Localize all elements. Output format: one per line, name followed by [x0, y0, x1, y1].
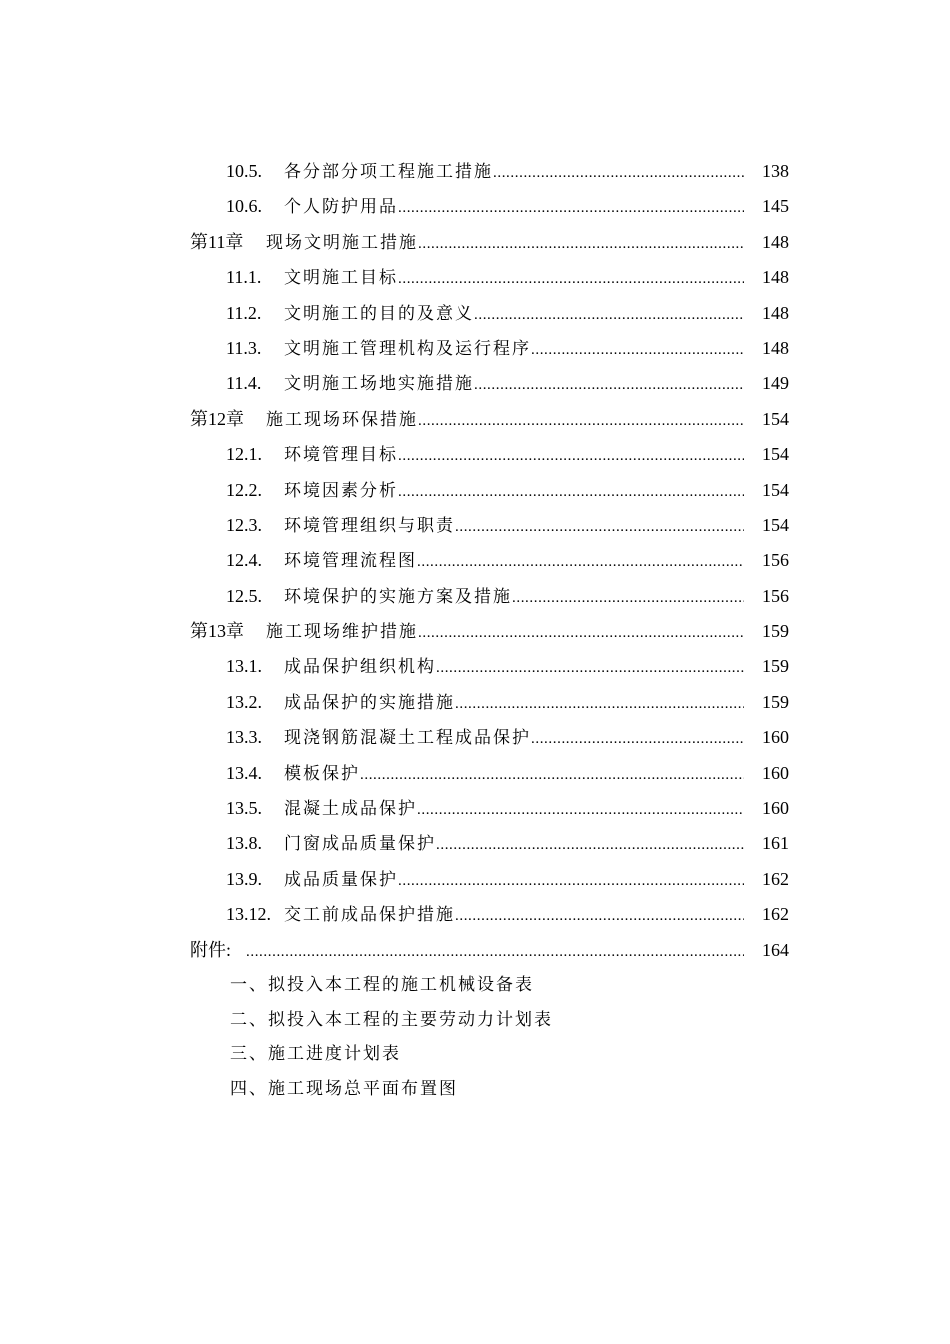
dot-leader — [436, 828, 744, 863]
toc-title: 环境因素分析 — [284, 480, 398, 501]
toc-row[interactable] — [0, 296, 950, 331]
appendix-item — [0, 1072, 950, 1107]
toc-number: 12.1. — [226, 444, 262, 465]
toc-number: 12.2. — [226, 479, 262, 500]
toc-title: 交工前成品保护措施 — [284, 905, 455, 926]
appendix-item — [0, 1003, 950, 1038]
toc-page-number: 159 — [762, 691, 789, 712]
dot-leader — [398, 191, 744, 226]
toc-row[interactable] — [0, 402, 950, 437]
toc-chapter-number: 第11章 — [190, 231, 244, 252]
appendix-label: 附件: — [190, 939, 232, 960]
dot-leader — [418, 616, 744, 651]
toc-page-number: 156 — [762, 550, 789, 571]
toc-number: 12.4. — [226, 550, 262, 571]
dot-leader — [455, 687, 744, 722]
dot-leader — [418, 227, 744, 262]
toc-row[interactable] — [0, 720, 950, 755]
toc-page-number: 154 — [762, 444, 789, 465]
dot-leader — [398, 864, 744, 899]
toc-entry — [226, 685, 744, 722]
toc-page-number: 148 — [762, 337, 789, 358]
toc-title: 文明施工场地实施措施 — [284, 374, 474, 395]
dot-leader — [417, 793, 744, 828]
toc-number: 13.12. — [226, 904, 271, 925]
toc-chapter-number: 第13章 — [190, 621, 244, 642]
toc-page-number: 162 — [762, 868, 789, 889]
toc-number: 13.1. — [226, 656, 262, 677]
dot-leader — [455, 899, 744, 934]
toc-row[interactable] — [0, 614, 950, 649]
toc-page-number: 161 — [762, 833, 789, 854]
dot-leader — [493, 156, 744, 191]
toc-entry — [226, 826, 744, 863]
dot-leader — [455, 510, 744, 545]
toc-title: 环境保护的实施方案及措施 — [284, 586, 512, 607]
toc-number: 12.3. — [226, 514, 262, 535]
toc-entry — [226, 508, 744, 545]
table-of-contents — [0, 154, 950, 1106]
toc-entry — [226, 437, 744, 474]
toc-number: 10.5. — [226, 161, 262, 181]
toc-entry — [226, 862, 744, 899]
toc-row[interactable] — [0, 897, 950, 932]
toc-entry — [226, 331, 744, 368]
appendix-item-text: 二、拟投入本工程的主要劳动力计划表 — [230, 1009, 553, 1030]
toc-entry — [226, 473, 744, 510]
dot-leader — [360, 758, 744, 793]
dot-leader — [418, 404, 744, 439]
toc-entry — [226, 296, 744, 333]
toc-number: 13.3. — [226, 727, 262, 748]
toc-title: 模板保护 — [284, 763, 360, 784]
toc-title: 文明施工目标 — [284, 268, 398, 289]
appendix-item-text: 三、施工进度计划表 — [230, 1044, 401, 1065]
toc-title: 环境管理目标 — [284, 445, 398, 466]
toc-entry — [226, 720, 744, 757]
toc-entry — [226, 791, 744, 828]
toc-page-number: 154 — [762, 408, 789, 429]
toc-row[interactable] — [0, 437, 950, 472]
toc-page-number: 145 — [762, 196, 789, 217]
toc-title: 环境管理组织与职责 — [284, 515, 455, 536]
toc-page-number: 159 — [762, 621, 789, 642]
toc-row-appendix[interactable] — [0, 933, 950, 968]
toc-entry — [190, 614, 744, 651]
toc-entry — [226, 543, 744, 580]
toc-row[interactable] — [0, 826, 950, 861]
toc-title: 施工现场维护措施 — [266, 622, 418, 643]
dot-leader — [246, 935, 744, 970]
toc-page-number: 148 — [762, 302, 789, 323]
toc-page-number: 162 — [762, 904, 789, 925]
toc-row[interactable] — [0, 649, 950, 684]
toc-number: 13.9. — [226, 868, 262, 889]
toc-row[interactable] — [0, 862, 950, 897]
dot-leader — [398, 439, 744, 474]
toc-page-number: 160 — [762, 727, 789, 748]
toc-page-number: 159 — [762, 656, 789, 677]
toc-number: 13.4. — [226, 762, 262, 783]
toc-chapter-number: 第12章 — [190, 408, 244, 429]
toc-row[interactable] — [0, 331, 950, 366]
toc-number: 10.6. — [226, 196, 262, 217]
toc-page-number: 156 — [762, 585, 789, 606]
toc-row[interactable] — [0, 756, 950, 791]
dot-leader — [474, 298, 744, 333]
toc-entry — [190, 933, 744, 970]
toc-entry — [226, 897, 744, 934]
toc-entry — [190, 225, 744, 262]
toc-number: 13.2. — [226, 691, 262, 712]
toc-title: 混凝土成品保护 — [284, 799, 417, 820]
toc-title: 各分部分项工程施工措施 — [284, 162, 493, 182]
toc-page-number: 154 — [762, 479, 789, 500]
toc-number: 11.3. — [226, 337, 262, 358]
dot-leader — [531, 722, 744, 757]
toc-number: 11.4. — [226, 373, 262, 394]
toc-page-number: 160 — [762, 798, 789, 819]
toc-page-number: 160 — [762, 762, 789, 783]
toc-row[interactable] — [0, 579, 950, 614]
toc-title: 文明施工管理机构及运行程序 — [284, 338, 531, 359]
toc-title: 门窗成品质量保护 — [284, 834, 436, 855]
appendix-item-text: 四、施工现场总平面布置图 — [230, 1078, 458, 1099]
toc-page-number: 149 — [762, 373, 789, 394]
toc-entry — [226, 189, 744, 226]
dot-leader — [474, 368, 744, 403]
toc-row[interactable] — [0, 154, 950, 189]
toc-number: 11.1. — [226, 267, 262, 288]
toc-page-number: 148 — [762, 267, 789, 288]
toc-title: 现场文明施工措施 — [266, 232, 418, 253]
toc-title: 施工现场环保措施 — [266, 409, 418, 430]
dot-leader — [398, 262, 744, 297]
dot-leader — [398, 475, 744, 510]
toc-title: 个人防护用品 — [284, 197, 398, 218]
toc-row[interactable] — [0, 508, 950, 543]
toc-row[interactable] — [0, 189, 950, 224]
toc-row[interactable] — [0, 225, 950, 260]
toc-number: 12.5. — [226, 585, 262, 606]
toc-page-number: 138 — [762, 161, 789, 181]
toc-title: 成品质量保护 — [284, 869, 398, 890]
toc-title: 环境管理流程图 — [284, 551, 417, 572]
toc-entry — [226, 756, 744, 793]
appendix-item — [0, 968, 950, 1003]
toc-page-number: 164 — [762, 939, 789, 960]
toc-row[interactable] — [0, 473, 950, 508]
dot-leader — [417, 545, 744, 580]
appendix-item — [0, 1037, 950, 1072]
toc-number: 11.2. — [226, 302, 262, 323]
toc-page-number: 148 — [762, 231, 789, 252]
toc-title: 文明施工的目的及意义 — [284, 303, 474, 324]
dot-leader — [531, 333, 744, 368]
toc-page-number: 154 — [762, 514, 789, 535]
toc-number: 13.8. — [226, 833, 262, 854]
toc-row[interactable] — [0, 791, 950, 826]
toc-entry — [226, 579, 744, 616]
toc-row[interactable] — [0, 366, 950, 401]
appendix-item-text: 一、拟投入本工程的施工机械设备表 — [230, 974, 534, 995]
toc-entry — [226, 260, 744, 297]
toc-entry — [226, 154, 744, 191]
toc-row[interactable] — [0, 260, 950, 295]
toc-title: 现浇钢筋混凝土工程成品保护 — [284, 728, 531, 749]
toc-entry — [226, 649, 744, 686]
toc-row[interactable] — [0, 685, 950, 720]
toc-entry — [190, 402, 744, 439]
toc-title: 成品保护组织机构 — [284, 657, 436, 678]
toc-row[interactable] — [0, 543, 950, 578]
dot-leader — [436, 651, 744, 686]
dot-leader — [512, 581, 744, 616]
toc-number: 13.5. — [226, 798, 262, 819]
toc-title: 成品保护的实施措施 — [284, 692, 455, 713]
toc-entry — [226, 366, 744, 403]
